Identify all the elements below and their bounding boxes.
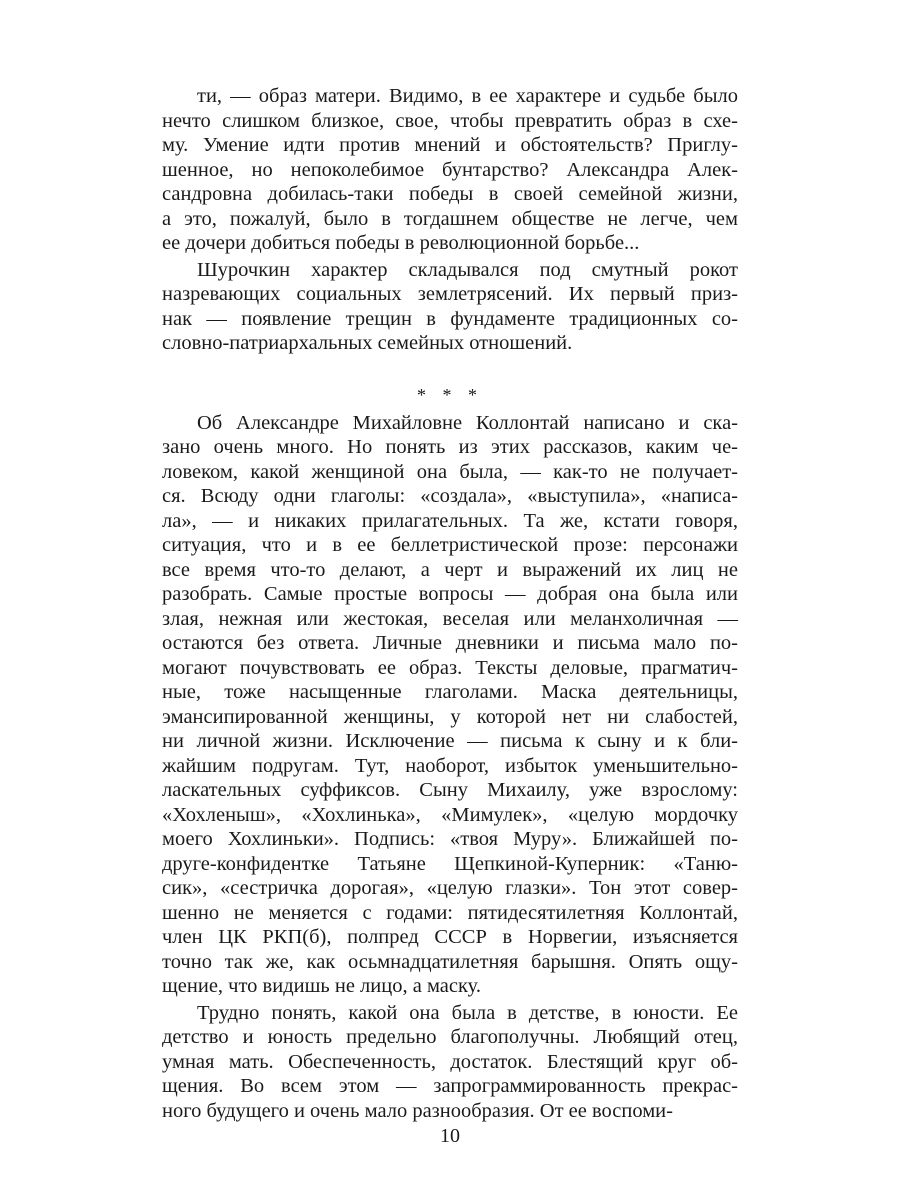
text-line: ласкательных суффиксов. Сыну Михаилу, уже взрослому: <box>162 779 738 801</box>
text-line: назревающих социальных землетрясений. Их первый приз- <box>162 283 738 305</box>
text-line: шенное, но непоколебимое бунтарство? Александра Алек- <box>162 158 738 181</box>
text-line: му. Умение идти против мнений и обстоятельств? Приглу- <box>162 134 738 156</box>
text-line: ее дочери добиться победы в революционной борьбе... <box>162 232 640 254</box>
text-line: зано очень много. Но понять из этих рассказов, каким че- <box>162 436 738 458</box>
text-line: жайшим подругам. Тут, наоборот, избыток уменьшительно- <box>162 754 738 777</box>
text-line: ла», — и никаких прилагательных. Та же, кстати говоря, <box>162 509 738 532</box>
text-line: «Хохленыш», «Хохлинька», «Мимулек», «целую мордочку <box>162 803 738 826</box>
text-line: сандровна добилась-таки победы в своей семейной жизни, <box>162 183 738 205</box>
text-line: все время что-то делают, а черт и выражений их лиц не <box>162 558 738 581</box>
text-line: сик», «сестричка дорогая», «целую глазки». Тон этот совер- <box>162 877 738 899</box>
text-line: нечто слишком близкое, свое, чтобы превратить образ в схе- <box>162 109 738 132</box>
paragraph-group-top <box>162 84 738 356</box>
paragraph <box>162 258 738 356</box>
text-line: нак — появление трещин в фундаменте традиционных со- <box>162 307 738 330</box>
text-line: точно так же, как осьмнадцатилетняя барышня. Опять ощу- <box>162 950 738 973</box>
text-line: ные, тоже насыщенные глаголами. Маска деятельницы, <box>162 681 738 703</box>
text-line: ни личной жизни. Исключение — письма к сыну и к бли- <box>162 730 738 752</box>
text-line: остаются без ответа. Личные дневники и письма мало по- <box>162 632 738 654</box>
paragraph <box>162 1001 738 1124</box>
text-line: ситуация, что и в ее беллетристической прозе: персонажи <box>162 534 738 556</box>
text-line: могают почувствовать ее образ. Тексты деловые, прагматич- <box>162 656 738 679</box>
paragraph <box>162 411 738 999</box>
text-line: детство и юность предельно благополучны. Любящий отец, <box>162 1026 738 1048</box>
text-line: друге-конфидентке Татьяне Щепкиной-Куперник: «Таню- <box>162 852 738 875</box>
text-line: эмансипированной женщины, у которой нет ни слабостей, <box>162 705 738 728</box>
text-line: Об Александре Михайловне Коллонтай написано и ска- <box>197 411 738 434</box>
text-line: ти, — образ матери. Видимо, в ее характере и судьбе было <box>197 85 738 107</box>
text-line: шенно не меняется с годами: пятидесятилетняя Коллонтай, <box>162 901 738 924</box>
text-line: разобрать. Самые простые вопросы — добрая она была или <box>162 583 738 605</box>
text-line: щения. Во всем этом — запрограммированность прекрас- <box>162 1075 738 1097</box>
text-line: ловеком, какой женщиной она была, — как-то не получает- <box>162 460 738 483</box>
text-line: злая, нежная или жестокая, веселая или меланхоличная — <box>162 607 738 630</box>
text-line: словно-патриархальных семейных отношений. <box>162 332 573 354</box>
section-separator: * * * <box>417 384 483 405</box>
paragraph-group-bottom <box>162 411 738 1124</box>
text-line: ного будущего и очень мало разнообразия. От ее воспоми- <box>162 1099 673 1122</box>
text-line: Трудно понять, какой она была в детстве, в юности. Ее <box>197 1001 738 1024</box>
paragraph <box>162 84 738 256</box>
text-line: а это, пожалуй, было в тогдашнем обществе не легче, чем <box>162 207 738 230</box>
text-line: член ЦК РКП(б), полпред СССР в Норвегии, изъясняется <box>162 926 738 948</box>
text-line: ся. Всюду одни глаголы: «создала», «выступила», «написа- <box>162 485 738 507</box>
text-line: щение, что видишь не лицо, а маску. <box>162 975 481 997</box>
text-line: Шурочкин характер складывался под смутный рокот <box>197 258 738 281</box>
text-line: моего Хохлиньки». Подпись: «твоя Муру». Ближайшей по- <box>162 828 738 850</box>
text-line: умная мать. Обеспеченность, достаток. Блестящий круг об- <box>162 1050 738 1073</box>
page-number: 10 <box>440 1125 460 1147</box>
text-block <box>162 84 738 1123</box>
